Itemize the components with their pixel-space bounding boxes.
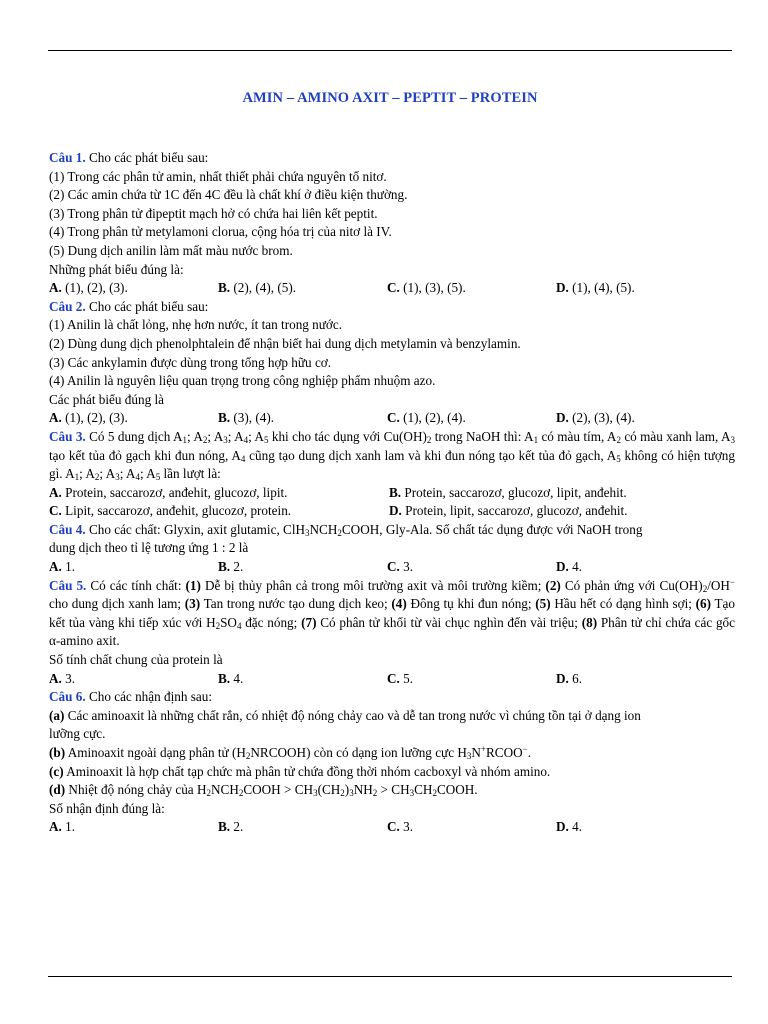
question-list xyxy=(49,149,735,837)
q4-options xyxy=(49,558,735,577)
footer-rule xyxy=(48,976,732,977)
q1-option-b[interactable]: B. (2), (4), (5). xyxy=(218,280,297,296)
q2-option-b[interactable]: B. (3), (4). xyxy=(218,410,275,426)
q3-option-d[interactable]: D. Protein, lipit, saccarozơ, glucozơ, anđehit. xyxy=(389,503,628,519)
q1-statement-1: (1) Trong các phân tử amin, nhất thiết phải chứa nguyên tố nitơ. xyxy=(49,168,387,184)
q2-statement-3: (3) Các ankylamin được dùng trong tổng hợp hữu cơ. xyxy=(49,354,332,370)
q4-option-c[interactable]: C. 3. xyxy=(387,559,414,575)
q1-statement-4: (4) Trong phân tử metylamoni clorua, cộng hóa trị của nitơ là IV. xyxy=(49,224,392,240)
q4-head: Câu 4. xyxy=(49,521,86,537)
q2-statement-4: (4) Anilin là nguyên liệu quan trọng trong công nghiệp phẩm nhuộm azo. xyxy=(49,373,436,389)
q2-option-c[interactable]: C. (1), (2), (4). xyxy=(387,410,466,426)
q3-options-row-2 xyxy=(49,502,735,521)
q3-option-c[interactable]: C. Lipit, saccarozơ, anđehit, glucozơ, protein. xyxy=(49,503,292,519)
q2-head: Câu 2. xyxy=(49,298,86,314)
q6-option-d[interactable]: D. 4. xyxy=(556,819,583,835)
q5-head: Câu 5. xyxy=(49,577,87,593)
q6-statement-c: (c) Aminoaxit là hợp chất tạp chức mà phân tử chứa đồng thời nhóm cacboxyl và nhóm amino. xyxy=(49,763,551,779)
q6-question: Số nhận định đúng là: xyxy=(49,800,165,816)
q5-question: Số tính chất chung của protein là xyxy=(49,652,223,668)
q2-statement-1: (1) Anilin là chất lỏng, nhẹ hơn nước, ít tan trong nước. xyxy=(49,317,343,333)
q3-option-b[interactable]: B. Protein, saccarozơ, glucozơ, lipit, anđehit. xyxy=(389,484,627,500)
q6-intro: Câu 6. Cho các nhận định sau: xyxy=(49,689,212,705)
q1-statement-5: (5) Dung dịch anilin làm mất màu nước brom. xyxy=(49,242,293,258)
q4-stem: Câu 4. Cho các chất: Glyxin, axit glutamic, $ClH_3NCH_2COOH$, Gly-Ala. Số chất tác dụng được với NaOH trong xyxy=(49,521,643,538)
q4-option-b[interactable]: B. 2. xyxy=(218,559,244,575)
q5-options xyxy=(49,670,735,689)
q6-statement-d: (d) Nhiệt độ nóng chảy của $H_2NCH_2COOH > CH_3(CH_2)_3NH_2$ > $CH_3CH_2COOH$. xyxy=(49,782,478,799)
q2-intro: Câu 2. Cho các phát biểu sau: xyxy=(49,298,209,314)
q1-options xyxy=(49,279,735,298)
q3-head: Câu 3. xyxy=(49,428,86,444)
q5-option-a[interactable]: A. 3. xyxy=(49,670,76,686)
q2-option-d[interactable]: D. (2), (3), (4). xyxy=(556,410,635,426)
q1-option-a[interactable]: A. (1), (2), (3). xyxy=(49,280,128,296)
q1-option-c[interactable]: C. (1), (3), (5). xyxy=(387,280,466,296)
q1-intro: Câu 1. Cho các phát biểu sau: xyxy=(49,150,209,165)
q1-head: Câu 1. xyxy=(49,150,86,165)
q6-head: Câu 6. xyxy=(49,689,86,705)
q1-option-d[interactable]: D. (1), (4), (5). xyxy=(556,280,635,296)
q6-option-a[interactable]: A. 1. xyxy=(49,819,76,835)
q6-statement-b: (b) Aminoaxit ngoài dạng phân tử $(H_2NRCOOH)$ còn có dạng ion lưỡng cực $H_3N^+RCOO^-$. xyxy=(49,744,531,761)
q5-stem: Câu 5. Có các tính chất: (1) Dễ bị thủy phân cả trong môi trường axit và môi trường kiềm; (2) Có phản ứng với $Cu(OH)_2/OH^-$ cho dung dịch xanh lam; (3) Tan trong nước tạo dung dịch keo; (4) Đông tụ khi đun nóng; (5) Hầu hết có dạng hình sợi; (6) Tạo kết tủa vàng khi tiếp xúc với $H_2SO_4$ đặc nóng; (7) Có phân tử khối từ vài chục nghìn đến vài triệu; (8) Phân tử chỉ chứa các gốc α-amino axit. xyxy=(49,576,735,649)
q4-option-a[interactable]: A. 1. xyxy=(49,559,76,575)
q3-option-a[interactable]: A. Protein, saccarozơ, anđehit, glucozơ, lipit. xyxy=(49,484,288,500)
q2-options xyxy=(49,409,735,428)
q1-statement-2: (2) Các amin chứa từ 1C đến 4C đều là chất khí ở điều kiện thường. xyxy=(49,187,408,203)
q1-question: Những phát biểu đúng là: xyxy=(49,261,184,277)
q2-statement-2: (2) Dùng dung dịch phenolphtalein để nhận biết hai dung dịch metylamin và benzylamin. xyxy=(49,335,521,351)
q6-option-b[interactable]: B. 2. xyxy=(218,819,244,835)
q1-statement-3: (3) Trong phân tử đipeptit mạch hở có chứa hai liên kết peptit. xyxy=(49,205,378,221)
q3-options-row-1 xyxy=(49,484,735,503)
q5-option-b[interactable]: B. 4. xyxy=(218,670,244,686)
q4-option-d[interactable]: D. 4. xyxy=(556,559,583,575)
q5-option-c[interactable]: C. 5. xyxy=(387,670,414,686)
q6-statement-a: (a) Các aminoaxit là những chất rắn, có nhiệt độ nóng chảy cao và dễ tan trong nước vì chúng tồn tại ở dạng ion xyxy=(49,707,641,723)
q4-stem-line-2: dung dịch theo tỉ lệ tương ứng 1 : 2 là xyxy=(49,540,249,556)
header-rule xyxy=(48,50,732,51)
page-title: AMIN – AMINO AXIT – PEPTIT – PROTEIN xyxy=(242,90,538,106)
q2-option-a[interactable]: A. (1), (2), (3). xyxy=(49,410,128,426)
q5-option-d[interactable]: D. 6. xyxy=(556,670,583,686)
q3-stem: Câu 3. Có 5 dung dịch $A_1$; $A_2$; $A_3$; $A_4$; $A_5$ khi cho tác dụng với $Cu(OH)_2$ trong NaOH thì: $A_1$ có màu tím, $A_2$ có màu xanh lam, $A_3$ tạo kết tủa đỏ gạch khi đun nóng, $A_4$ cũng tạo dung dịch xanh lam và khi đun nóng tạo kết tủa đỏ gạch, $A_5$ không có hiện tượng gì. $A_1$; $A_2$; $A_3$; $A_4$; $A_5$ lần lượt là: xyxy=(49,428,736,483)
q6-options xyxy=(49,818,735,837)
q6-statement-a-cont: lưỡng cực. xyxy=(49,726,106,742)
q6-option-c[interactable]: C. 3. xyxy=(387,819,414,835)
q2-question: Các phát biểu đúng là xyxy=(49,391,164,407)
